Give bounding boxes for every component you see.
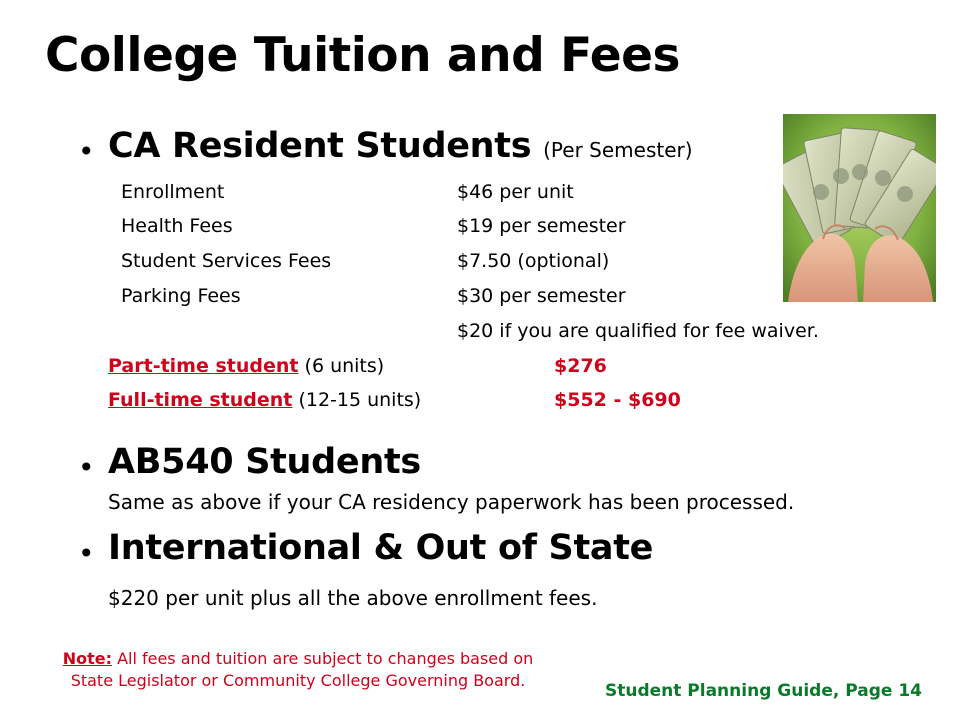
fee-row-parking bbox=[121, 285, 626, 307]
bullet-dot: • bbox=[78, 451, 95, 484]
ab540-description: Same as above if your CA residency paperwork has been processed. bbox=[108, 490, 795, 514]
full-time-student-link[interactable]: Full-time student bbox=[108, 389, 293, 411]
fee-row-student-services bbox=[121, 250, 610, 272]
note-label: Note: bbox=[62, 649, 112, 668]
bullet-dot: • bbox=[78, 135, 95, 168]
ca-resident-subheading: (Per Semester) bbox=[543, 138, 693, 162]
total-row-full-time bbox=[108, 389, 681, 411]
fee-row-health bbox=[121, 215, 626, 237]
total-detail: (6 units) bbox=[304, 355, 385, 377]
money-in-hands-icon bbox=[783, 114, 936, 302]
total-amount: $276 bbox=[554, 355, 607, 377]
fee-label: Health Fees bbox=[121, 215, 233, 237]
fee-value: $20 if you are qualified for fee waiver. bbox=[457, 320, 819, 342]
international-description: $220 per unit plus all the above enrollment fees. bbox=[108, 586, 598, 610]
international-heading: International & Out of State bbox=[108, 528, 654, 568]
page-title: College Tuition and Fees bbox=[45, 28, 681, 83]
fee-label: Enrollment bbox=[121, 181, 225, 203]
fee-value: $19 per semester bbox=[457, 215, 626, 237]
fee-value: $7.50 (optional) bbox=[457, 250, 610, 272]
fee-value: $30 per semester bbox=[457, 285, 626, 307]
fee-label: Student Services Fees bbox=[121, 250, 332, 272]
ca-resident-heading bbox=[108, 126, 693, 166]
bullet-dot: • bbox=[78, 537, 95, 570]
part-time-student-link[interactable]: Part-time student bbox=[108, 355, 299, 377]
ca-resident-title: CA Resident Students bbox=[108, 126, 532, 166]
total-amount: $552 - $690 bbox=[554, 389, 681, 411]
total-row-part-time bbox=[108, 355, 607, 377]
fee-row-enrollment bbox=[121, 181, 574, 203]
footer-page-reference: Student Planning Guide, Page 14 bbox=[604, 681, 922, 701]
total-detail: (12-15 units) bbox=[298, 389, 422, 411]
fee-value: $46 per unit bbox=[457, 181, 574, 203]
note-line-2: State Legislator or Community College Governing Board. bbox=[70, 671, 526, 690]
note-text-1: All fees and tuition are subject to changes based on bbox=[117, 649, 534, 668]
note bbox=[28, 648, 568, 692]
ab540-heading: AB540 Students bbox=[108, 442, 421, 482]
note-line-1 bbox=[28, 648, 568, 670]
fee-label: Parking Fees bbox=[121, 285, 241, 307]
